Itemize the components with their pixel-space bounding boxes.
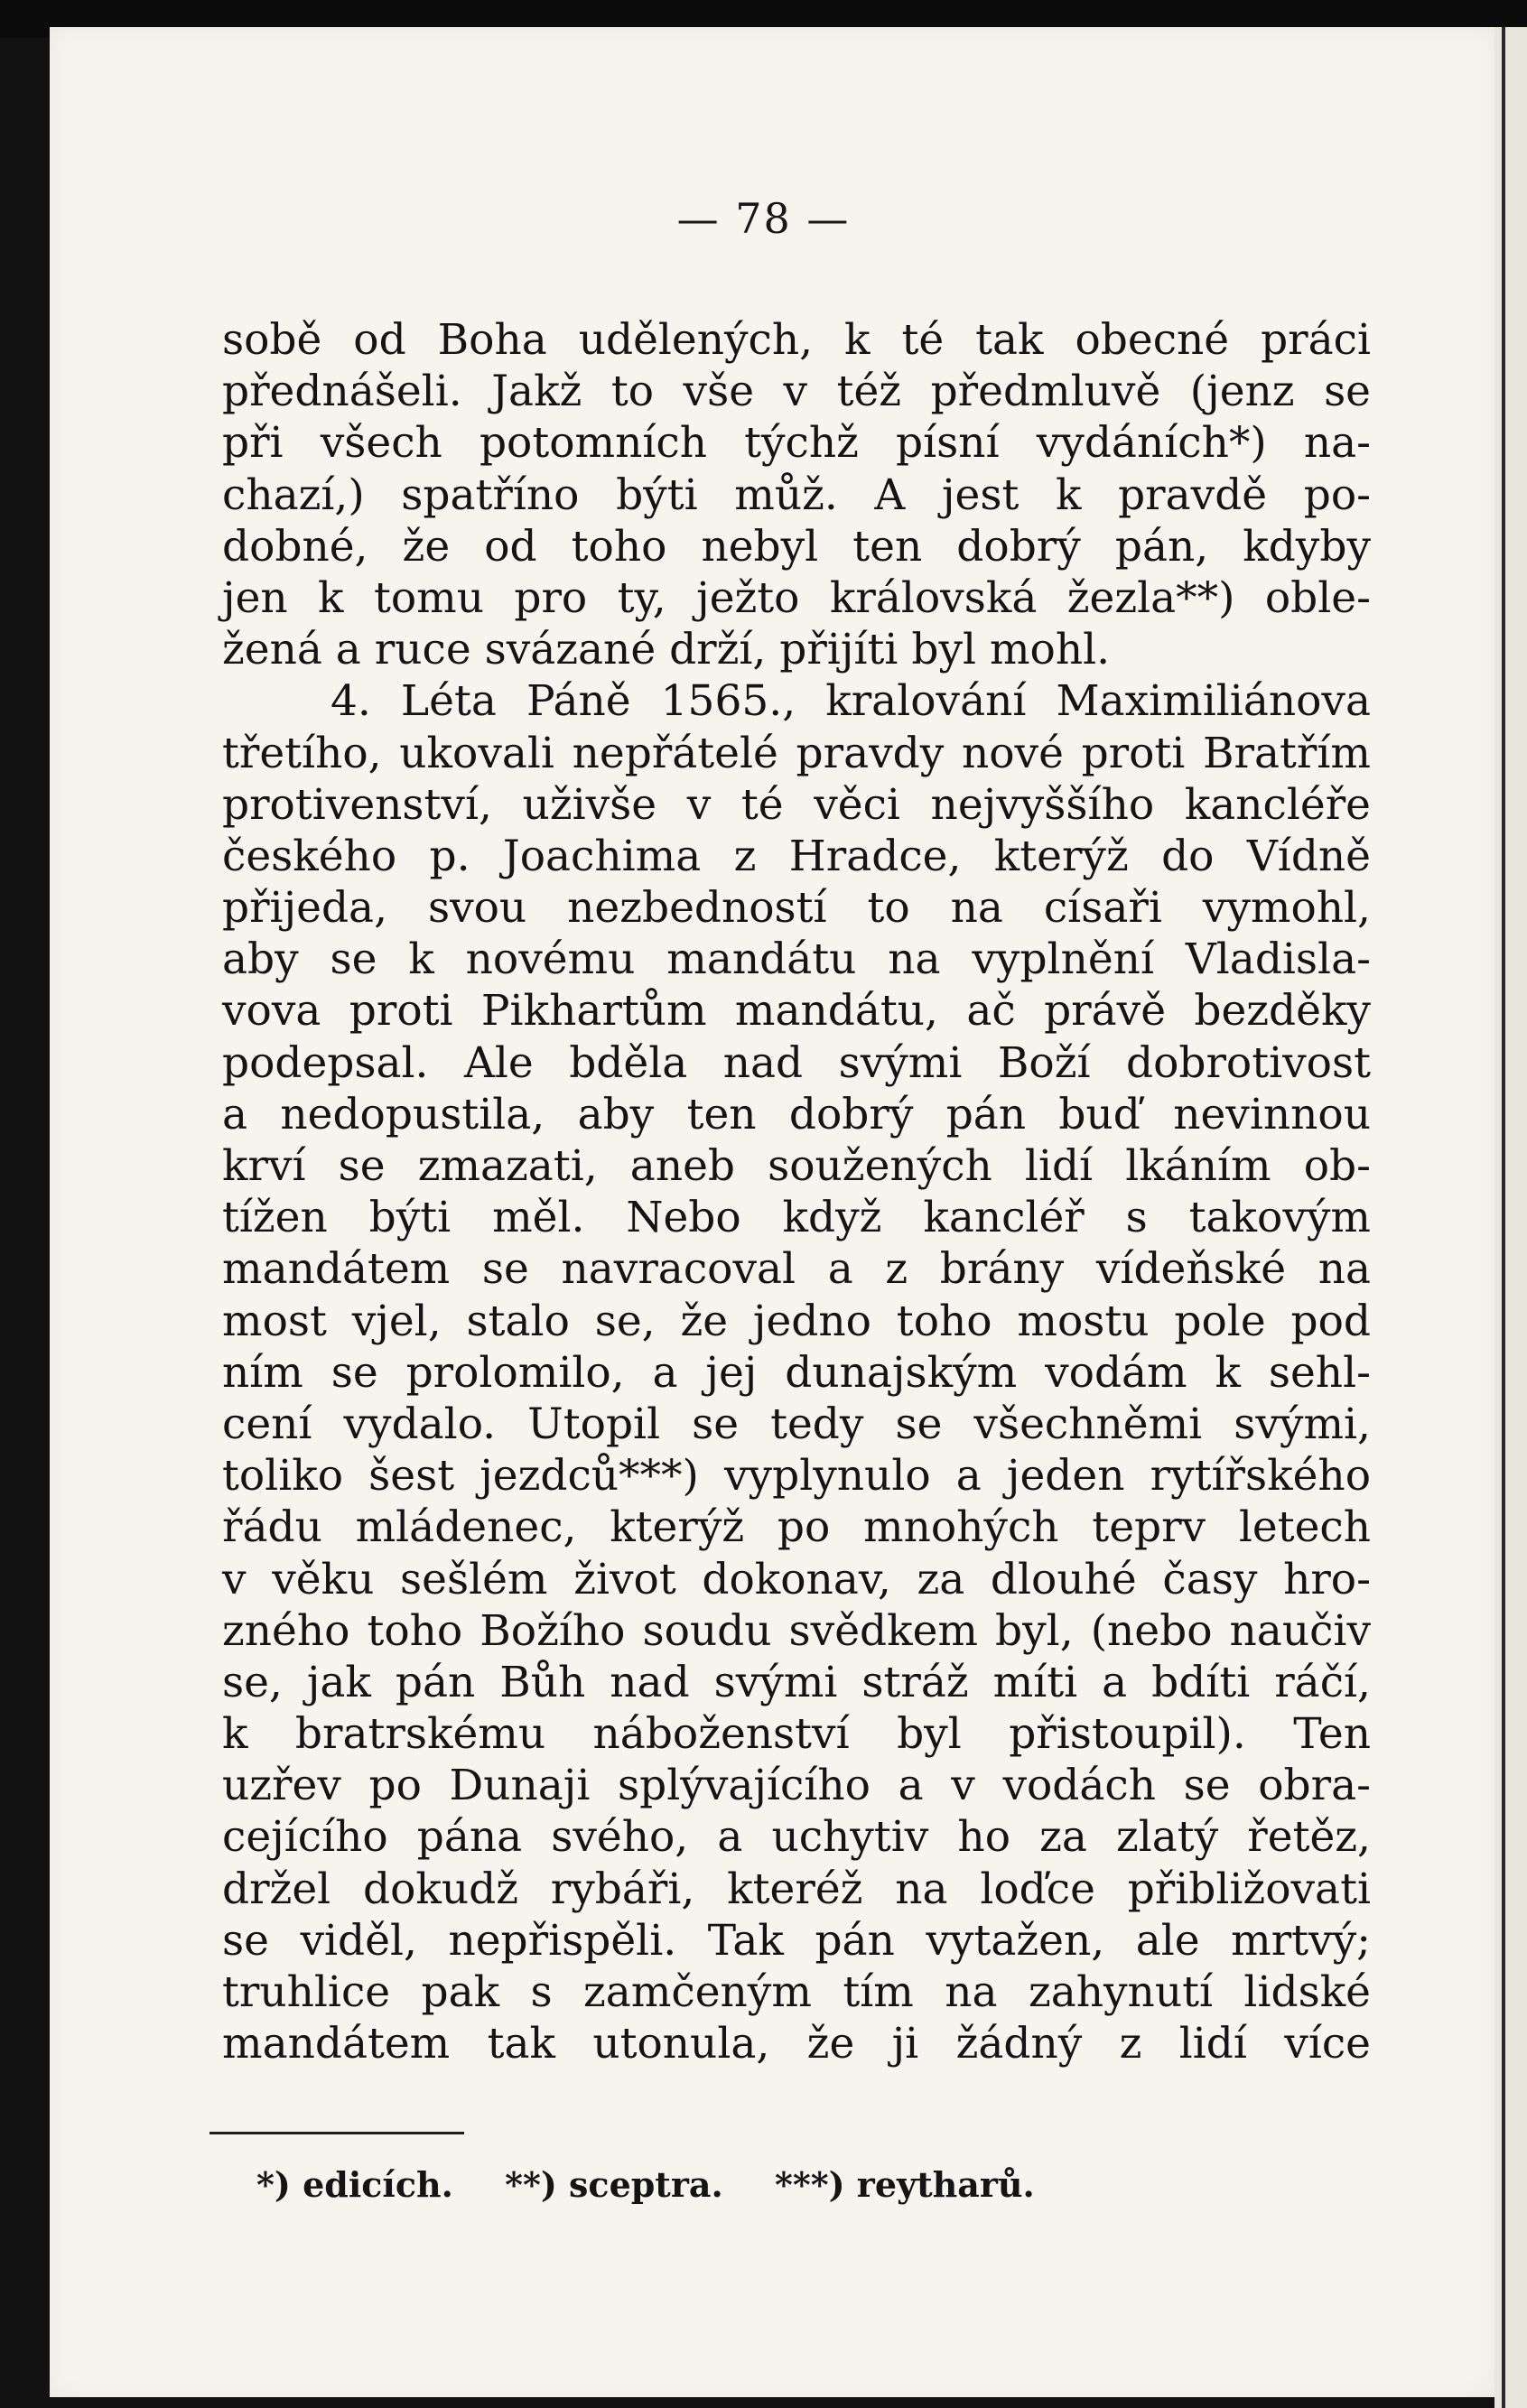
- text-line: k bratrskému náboženství byl přistoupil). Ten: [222, 1709, 1371, 1760]
- text-line: chazí,) spatříno býti můž. A jest k pravdě po-: [222, 470, 1371, 520]
- text-line: dobné, že od toho nebyl ten dobrý pán, kdyby: [222, 521, 1371, 572]
- body-text: [222, 314, 1371, 2069]
- text-line: v věku sešlém život dokonav, za dlouhé časy hro-: [222, 1554, 1371, 1604]
- text-line: se, jak pán Bůh nad svými stráž míti a bdíti ráčí,: [222, 1657, 1371, 1707]
- footnote-3: ***) reytharů.: [774, 2164, 1035, 2205]
- text-line: při všech potomních týchž písní vydáních*) na-: [222, 418, 1371, 469]
- page-number: — 78 —: [676, 194, 851, 243]
- text-line-paragraph-start: 4. Léta Páně 1565., kralování Maximiliánova: [331, 676, 1371, 727]
- text-line: uzřev po Dunaji splývajícího a v vodách se obra-: [222, 1761, 1371, 1811]
- footnotes: [256, 2158, 1075, 2212]
- text-line: žená a ruce svázané drží, přijíti byl mohl.: [222, 625, 1111, 675]
- text-line: tížen býti měl. Nebo když kancléř s takovým: [222, 1193, 1371, 1243]
- text-line: zného toho Božího soudu svědkem byl, (nebo naučiv: [222, 1605, 1371, 1656]
- text-line: most vjel, stalo se, že jedno toho mostu pole pod: [222, 1296, 1371, 1346]
- text-line: mandátem se navracoval a z brány vídeňské na: [222, 1244, 1371, 1295]
- text-line: sobě od Boha udělených, k té tak obecné práci: [222, 315, 1371, 365]
- text-line: přijeda, svou nezbedností to na císaři vymohl,: [222, 883, 1371, 934]
- text-line: cení vydalo. Utopil se tedy se všechněmi svými,: [222, 1399, 1371, 1449]
- text-line: mandátem tak utonula, že ji žádný z lidí více: [222, 2019, 1371, 2069]
- text-line: krví se zmazati, aneb soužených lidí lkáním ob-: [222, 1141, 1371, 1191]
- footnote-2: **) sceptra.: [505, 2164, 723, 2205]
- text-line: českého p. Joachima z Hradce, kterýž do Vídně: [222, 831, 1371, 881]
- text-line: truhlice pak s zamčeným tím na zahynutí lidské: [222, 1967, 1371, 2017]
- text-line: se viděl, nepřispěli. Tak pán vytažen, ale mrtvý;: [222, 1915, 1371, 1966]
- facing-page-edge: [1494, 27, 1527, 2408]
- text-line: toliko šest jezdců***) vyplynulo a jeden rytířského: [222, 1451, 1371, 1502]
- text-line: třetího, ukovali nepřátelé pravdy nové proti Bratřím: [222, 728, 1371, 778]
- text-line: aby se k novému mandátu na vyplnění Vladisla-: [222, 934, 1371, 985]
- text-line: jen k tomu pro ty, ježto královská žezla**) oble-: [222, 572, 1371, 623]
- text-line: a nedopustila, aby ten dobrý pán buď nevinnou: [222, 1089, 1371, 1139]
- footnote-divider: [209, 2132, 464, 2134]
- text-line: protivenství, uživše v té věci nejvyššího kancléře: [222, 779, 1371, 830]
- text-line: řádu mládenec, kterýž po mnohých teprv letech: [222, 1502, 1371, 1553]
- text-line: vova proti Pikhartům mandátu, ač právě bezděky: [222, 986, 1371, 1037]
- text-line: ním se prolomilo, a jej dunajským vodám k sehl-: [222, 1347, 1371, 1398]
- text-line: cejícího pána svého, a uchytiv ho za zlatý řetěz,: [222, 1812, 1371, 1863]
- text-line: podepsal. Ale bděla nad svými Boží dobrotivost: [222, 1037, 1371, 1088]
- footnote-1: *) edicích.: [256, 2164, 453, 2205]
- text-line: držel dokudž rybáři, kteréž na loďce přibližovati: [222, 1864, 1371, 1914]
- text-line: přednášeli. Jakž to vše v též předmluvě (jenz se: [222, 367, 1371, 417]
